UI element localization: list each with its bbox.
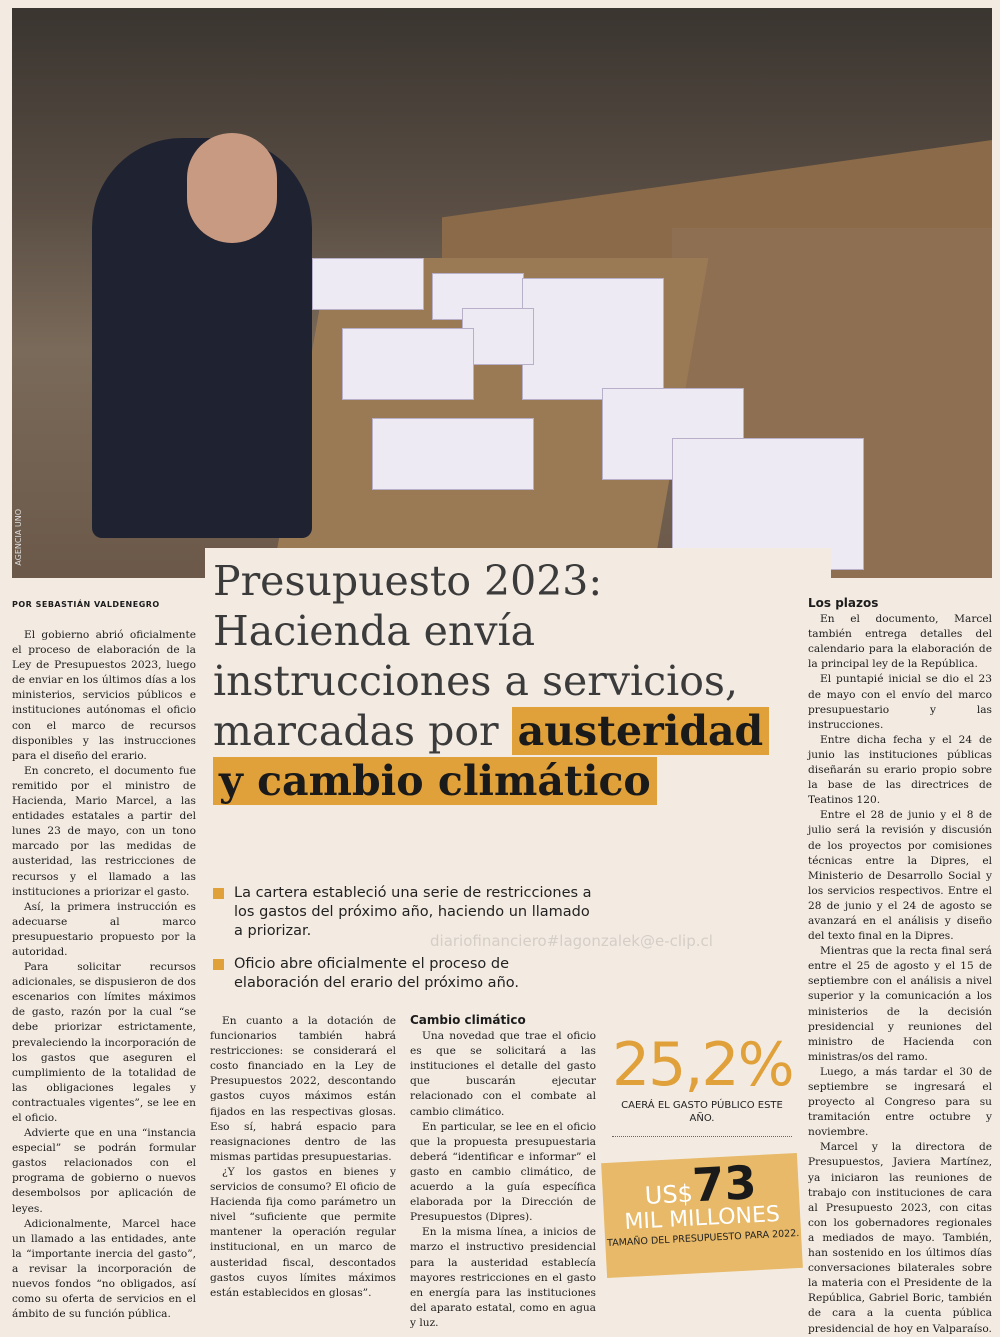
headline-line: instrucciones a servicios, [213,657,738,705]
bullet-text: Oficio abre oficialmente el proceso de elaboración del erario del próximo año. [234,956,519,991]
bullet-item [213,955,593,993]
paragraph: Así, la primera instrucción es adecuarse al marco presupuestario propuesto por la autoridad. [12,900,196,958]
paragraph: El gobierno abrió oficialmente el proceso de elaboración de la Ley de Presupuestos 2023, luego de enviar en los últimos días a los ministerios, servicios públicos e instituciones autónomas el oficio con el marco de recursos disponibles y las instrucciones para el diseño del erario. [12,629,196,762]
square-bullet-icon [213,959,224,970]
headline [205,548,831,812]
stat-unit: MIL MILLONES [623,1201,781,1236]
section-heading: Cambio climático [410,1013,526,1027]
paragraph: Para solicitar recursos adicionales, se dispusieron de dos escenarios con límites máximos de gasto, razón por la cual “se debe priorizar estrictamente, prevaleciendo la incorporación de los gastos que aseguren el cumplimiento de la totalidad de las obligaciones legales y contractuales vigentes”, se lee en el oficio. [12,961,196,1124]
stat-divider [612,1136,792,1137]
section-heading: Los plazos [808,596,879,610]
paragraph: Advierte que en una “instancia especial” se podrán formular gastos relacionados con el programa de gobierno o nuevos desembolsos por aplicación de leyes. [12,1127,196,1215]
stat-caption: CAERÁ EL GASTO PÚBLICO ESTE AÑO. [621,1100,783,1124]
document-stack [372,418,534,490]
paragraph: Una novedad que trae el oficio es que se solicitará a las instituciones el detalle del gasto que buscarán ejecutar relacionado con el combate al cambio climático. [410,1030,596,1118]
headline-text: marcadas por [213,707,512,755]
stat-presupuesto [601,1153,803,1278]
stat-gasto-publico [612,1030,793,1125]
byline: POR SEBASTIÁN VALDENEGRO [12,600,160,609]
paragraph: Entre dicha fecha y el 24 de junio las instituciones públicas diseñarán su erario propio sobre la base de las directrices de Teatinos 120. [808,733,992,807]
article-photo [12,8,992,578]
headline-line: Hacienda envía [213,607,536,655]
paragraph: En cuanto a la dotación de funcionarios también habrá restricciones: se considerará el costo financiado en la Ley de Presupuestos 2022, descontando gastos cuyos máximos están fijados en las respectivas glosas. Eso sí, habrá espacio para reasignaciones dentro de las mismas partidas presupuestarias. [210,1015,396,1163]
watermark: diariofinanciero#lagonzalek@e-clip.cl [430,932,713,950]
document-stack [522,278,664,400]
paragraph: Adicionalmente, Marcel hace un llamado a las entidades, ante la “importante inercia del gasto”, a revisar la incorporación de nuevos fondos “no obligados, así como su oferta de servicios en el ámbito de su función pública. [12,1217,196,1321]
headline-highlight: austeridad [512,707,770,755]
paragraph: En la misma línea, a inicios de marzo el instructivo presidencial para la austeridad establecía mayores restricciones en el gasto en energía para las instituciones del aparato estatal, como en agua y luz. [410,1226,596,1329]
headline-line: Presupuesto 2023: [213,557,603,605]
column-4 [808,596,992,1337]
document-stack [342,328,474,400]
photo-credit: AGENCIA UNO [14,509,23,566]
stat-caption: TAMAÑO DEL PRESUPUESTO PARA 2022. [606,1227,800,1249]
paragraph: Mientras que la recta final será entre el 25 de agosto y el 15 de septiembre con el análisis a nivel superior y la comunicación a los ministerios de la decisión presidencial y reuniones del ministro de Hacienda con ministras/os del ramo. [808,945,992,1063]
square-bullet-icon [213,888,224,899]
paragraph: En particular, se lee en el oficio que la propuesta presupuestaria deberá “identificar e informar” el gasto en cambio climático, de acuerdo a la guía específica elaborada por la Dirección de Presupuestos (Dipres). [410,1120,596,1224]
paragraph: En el documento, Marcel también entrega detalles del calendario para la elaboración de la principal ley de la República. [808,613,992,671]
column-2 [210,1014,396,1301]
column-3 [410,1013,596,1331]
paragraph: Luego, a más tardar el 30 de septiembre se ingresará el proyecto al Congreso para su tramitación entre octubre y noviembre. [808,1065,992,1139]
headline-line [213,756,823,806]
stat-currency: US$ [644,1179,694,1210]
bullet-text: La cartera estableció una serie de restricciones a los gastos del próximo año, haciendo un llamado a priorizar. [234,885,592,939]
document-stack [312,258,424,310]
stat-value: 25,2% [612,1030,793,1100]
headline-highlight: y cambio climático [213,757,657,805]
man-head [187,133,277,243]
paragraph: Marcel y la directora de Presupuestos, Javiera Martínez, ya iniciaron las reuniones de trabajo con instituciones de cara al Presupuesto 2023, con citas con los gobernadores regionales a mediados de mayo. También, han sostenido en los últimos días conversaciones bilaterales sobre la materia con el Presidente de la República, Gabriel Boric, también de cara a la cuenta pública presidencial de hoy en Valparaíso. [808,1141,992,1335]
stat-value: 73 [691,1155,758,1213]
paragraph: ¿Y los gastos en bienes y servicios de consumo? El oficio de Hacienda fija como parámetro un nivel “suficiente que permite mantener la operación regular institucional, en un marco de austeridad fiscal, descontados gastos cuyos límites máximos están establecidos en glosas”. [210,1165,396,1299]
paragraph: El puntapié inicial se dio el 23 de mayo con el envío del marco presupuestario y las instrucciones. [808,673,992,731]
column-1 [12,628,196,1322]
paragraph: Entre el 28 de junio y el 8 de julio será la revisión y discusión de los proyectos por comisiones técnicas entre la Dipres, el Ministerio de Desarrollo Social y los servicios respectivos. Entre el 28 de junio y el 24 de agosto se avanzará en el análisis y diseño del texto final en la Dipres. [808,809,992,943]
headline-line [213,706,823,756]
paragraph: En concreto, el documento fue remitido por el ministro de Hacienda, Mario Marcel, a las entidades estatales a partir del lunes 23 de mayo, con un tono marcado por las medidas de austeridad, las restricciones de recursos y el llamado a las instituciones a priorizar el gasto. [12,764,196,898]
